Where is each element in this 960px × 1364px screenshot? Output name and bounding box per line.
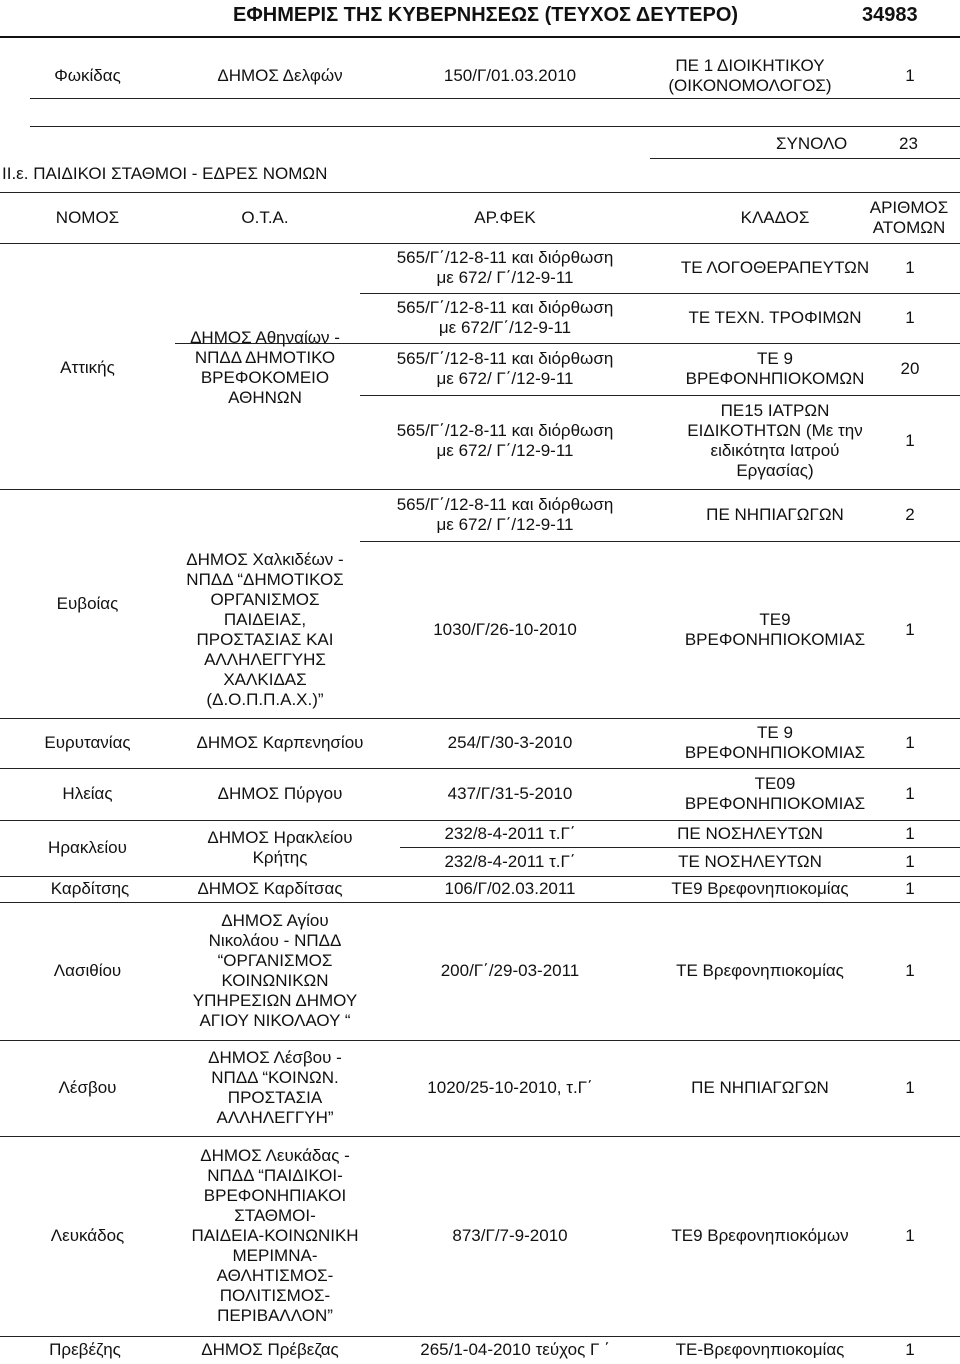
- lefkada-count: 1: [905, 1226, 915, 1245]
- top-row-nomos: Φωκίδας: [54, 66, 121, 85]
- attiki-fek-1: 565/Γ΄/12-8-11 και διόρθωση με 672/ Γ΄/12-9-11: [396, 248, 614, 287]
- column-header-fek: ΑΡ.ΦΕΚ: [474, 208, 536, 227]
- attiki-klados-4: ΠΕ15 ΙΑΤΡΩΝ ΕΙΔΙΚΟΤΗΤΩΝ (Με την ειδικότητα Ιατρού Εργασίας): [687, 401, 863, 480]
- attiki-count-2: 1: [905, 308, 915, 327]
- attiki-fek-5: 565/Γ΄/12-8-11 και διόρθωση με 672/ Γ΄/12-9-11: [396, 495, 614, 534]
- karditsa-ota: ΔΗΜΟΣ Καρδίτσας: [197, 879, 343, 898]
- lefkada-ota: ΔΗΜΟΣ Λευκάδας - ΝΠΔΔ “ΠΑΙΔΙΚΟΙ- ΒΡΕΦΟΝΗΠΙΑΚΟΙ ΣΤΑΘΜΟΙ- ΠΑΙΔΕΙΑ-ΚΟΙΝΩΝΙΚΗ ΜΕΡΙΜΝΑ- ΑΘΛΗΤΙΣΜΟΣ- ΠΟΛΙΤΙΣΜΟΣ- ΠΕΡΙΒΑΛΛΟΝ”: [191, 1146, 359, 1325]
- evoia-nomos: Ευβοίας: [56, 593, 119, 613]
- lefkada-nomos: Λευκάδος: [50, 1226, 125, 1245]
- karditsa-fek: 106/Γ/02.03.2011: [444, 879, 576, 898]
- rule: [30, 126, 960, 127]
- attiki-klados-5: ΠΕ ΝΗΠΙΑΓΩΓΩΝ: [706, 505, 844, 524]
- ilia-count: 1: [905, 784, 915, 803]
- preveza-fek: 265/1-04-2010 τεύχος Γ ΄: [420, 1340, 610, 1359]
- preveza-ota: ΔΗΜΟΣ Πρέβεζας: [201, 1340, 339, 1359]
- karditsa-nomos: Καρδίτσης: [50, 879, 130, 898]
- attiki-nomos: Αττικής: [60, 357, 115, 377]
- ilia-klados: ΤΕ09 ΒΡΕΦΟΝΗΠΙΟΚΟΜΙΑΣ: [684, 774, 866, 813]
- total-value: 23: [899, 134, 918, 153]
- lesvos-nomos: Λέσβου: [58, 1078, 117, 1097]
- column-header-count: ΑΡΙΘΜΟΣ ΑΤΟΜΩΝ: [869, 198, 949, 237]
- irakleio-nomos: Ηρακλείου: [48, 838, 127, 857]
- preveza-count: 1: [905, 1340, 915, 1359]
- evrytania-ota: ΔΗΜΟΣ Καρπενησίου: [196, 733, 364, 752]
- lasithi-ota: ΔΗΜΟΣ Αγίου Νικολάου - ΝΠΔΔ “ΟΡΓΑΝΙΣΜΟΣ ΚΟΙΝΩΝΙΚΩΝ ΥΠΗΡΕΣΙΩΝ ΔΗΜΟΥ ΑΓΙΟΥ ΝΙΚΟΛΑΟΥ “: [192, 911, 358, 1030]
- rule: [0, 192, 960, 193]
- attiki-ota: ΔΗΜΟΣ Αθηναίων - ΝΠΔΔ ΔΗΜΟΤΙΚΟ ΒΡΕΦΟΚΟΜΕΙΟ ΑΘΗΝΩΝ: [190, 327, 340, 407]
- evoia-ota: ΔΗΜΟΣ Χαλκιδέων - ΝΠΔΔ “ΔΗΜΟΤΙΚΟΣ ΟΡΓΑΝΙΣΜΟΣ ΠΑΙΔΕΙΑΣ, ΠΡΟΣΤΑΣΙΑΣ ΚΑΙ ΑΛΛΗΛΕΓΓΥΗΣ ΧΑΛΚΙΔΑΣ (Δ.Ο.Π.Π.Α.Χ.)”: [186, 549, 344, 709]
- attiki-count-5: 2: [905, 505, 915, 524]
- ilia-ota: ΔΗΜΟΣ Πύργου: [217, 784, 343, 803]
- preveza-nomos: Πρεβέζης: [49, 1340, 121, 1359]
- attiki-fek-3: 565/Γ΄/12-8-11 και διόρθωση με 672/ Γ΄/12-9-11: [396, 349, 614, 388]
- irakleio-fek-2: 232/8-4-2011 τ.Γ΄: [444, 851, 576, 871]
- evoia-klados: ΤΕ9 ΒΡΕΦΟΝΗΠΙΟΚΟΜΙΑΣ: [684, 609, 866, 649]
- section-title: ΙΙ.ε. ΠΑΙΔΙΚΟΙ ΣΤΑΘΜΟΙ - ΕΔΡΕΣ ΝΟΜΩΝ: [2, 164, 328, 183]
- preveza-klados: ΤΕ-Βρεφονηπιοκομίας: [675, 1340, 845, 1359]
- top-row-fek: 150/Γ/01.03.2010: [443, 66, 577, 85]
- column-header-klados: ΚΛΑΔΟΣ: [740, 208, 810, 227]
- irakleio-fek-1: 232/8-4-2011 τ.Γ΄: [444, 823, 576, 843]
- column-header-ota: Ο.Τ.Α.: [241, 208, 289, 227]
- attiki-klados-3: ΤΕ 9 ΒΡΕΦΟΝΗΠΙΟΚΟΜΩΝ: [685, 349, 865, 388]
- lefkada-klados: ΤΕ9 Βρεφονηπιοκόμων: [671, 1226, 849, 1245]
- lesvos-klados: ΠΕ ΝΗΠΙΑΓΩΓΩΝ: [691, 1078, 829, 1097]
- lesvos-ota: ΔΗΜΟΣ Λέσβου - ΝΠΔΔ “ΚΟΙΝΩΝ. ΠΡΟΣΤΑΣΙΑ ΑΛΛΗΛΕΓΓΥΗ”: [208, 1048, 342, 1127]
- attiki-klados-1: ΤΕ ΛΟΓΟΘΕΡΑΠΕΥΤΩΝ: [680, 258, 870, 277]
- gazette-title: ΕΦΗΜΕΡΙΣ ΤΗΣ ΚΥΒΕΡΝΗΣΕΩΣ (ΤΕΥΧΟΣ ΔΕΥΤΕΡΟ): [233, 4, 739, 26]
- lefkada-fek: 873/Γ/7-9-2010: [452, 1226, 568, 1245]
- evrytania-klados: ΤΕ 9 ΒΡΕΦΟΝΗΠΙΟΚΟΜΙΑΣ: [684, 723, 866, 762]
- irakleio-klados-1: ΠΕ ΝΟΣΗΛΕΥΤΩΝ: [677, 823, 823, 843]
- karditsa-count: 1: [905, 879, 915, 898]
- irakleio-ota: ΔΗΜΟΣ Ηρακλείου Κρήτης: [207, 828, 353, 867]
- lesvos-fek: 1020/25-10-2010, τ.Γ΄: [427, 1078, 593, 1097]
- header-rule: [0, 36, 960, 38]
- evoia-fek: 1030/Γ/26-10-2010: [433, 619, 577, 639]
- top-row-klados: ΠΕ 1 ΔΙΟΙΚΗΤΙΚΟΥ (ΟΙΚΟΝΟΜΟΛΟΓΟΣ): [668, 56, 832, 95]
- irakleio-klados-2: ΤΕ ΝΟΣΗΛΕΥΤΩΝ: [678, 851, 822, 871]
- evrytania-count: 1: [905, 733, 915, 752]
- irakleio-count-1: 1: [905, 823, 915, 843]
- irakleio-count-2: 1: [905, 851, 915, 871]
- evrytania-nomos: Ευρυτανίας: [44, 733, 131, 752]
- attiki-count-3: 20: [900, 359, 920, 378]
- column-header-nomos: ΝΟΜΟΣ: [55, 208, 120, 227]
- rule: [30, 98, 960, 99]
- attiki-klados-2: ΤΕ ΤΕΧΝ. ΤΡΟΦΙΜΩΝ: [688, 308, 862, 327]
- total-label: ΣΥΝΟΛΟ: [776, 134, 848, 153]
- lesvos-count: 1: [905, 1078, 915, 1097]
- evrytania-fek: 254/Γ/30-3-2010: [447, 733, 573, 752]
- top-row-ota: ΔΗΜΟΣ Δελφών: [217, 66, 343, 85]
- lasithi-klados: ΤΕ Βρεφονηπιοκομίας: [676, 961, 844, 980]
- top-row-count: 1: [905, 66, 915, 85]
- ilia-fek: 437/Γ/31-5-2010: [447, 784, 573, 803]
- attiki-count-1: 1: [905, 258, 915, 277]
- lasithi-fek: 200/Γ΄/29-03-2011: [440, 961, 580, 980]
- attiki-fek-2: 565/Γ΄/12-8-11 και διόρθωση με 672/Γ΄/12-9-11: [396, 298, 614, 337]
- ilia-nomos: Ηλείας: [62, 784, 113, 803]
- lasithi-nomos: Λασιθίου: [53, 961, 122, 980]
- evoia-count: 1: [905, 619, 915, 639]
- attiki-count-4: 1: [905, 431, 915, 450]
- rule: [650, 158, 960, 159]
- lasithi-count: 1: [905, 961, 915, 980]
- page-number: 34983: [862, 4, 918, 26]
- karditsa-klados: ΤΕ9 Βρεφονηπιοκομίας: [671, 879, 849, 898]
- attiki-fek-4: 565/Γ΄/12-8-11 και διόρθωση με 672/ Γ΄/12-9-11: [396, 421, 614, 460]
